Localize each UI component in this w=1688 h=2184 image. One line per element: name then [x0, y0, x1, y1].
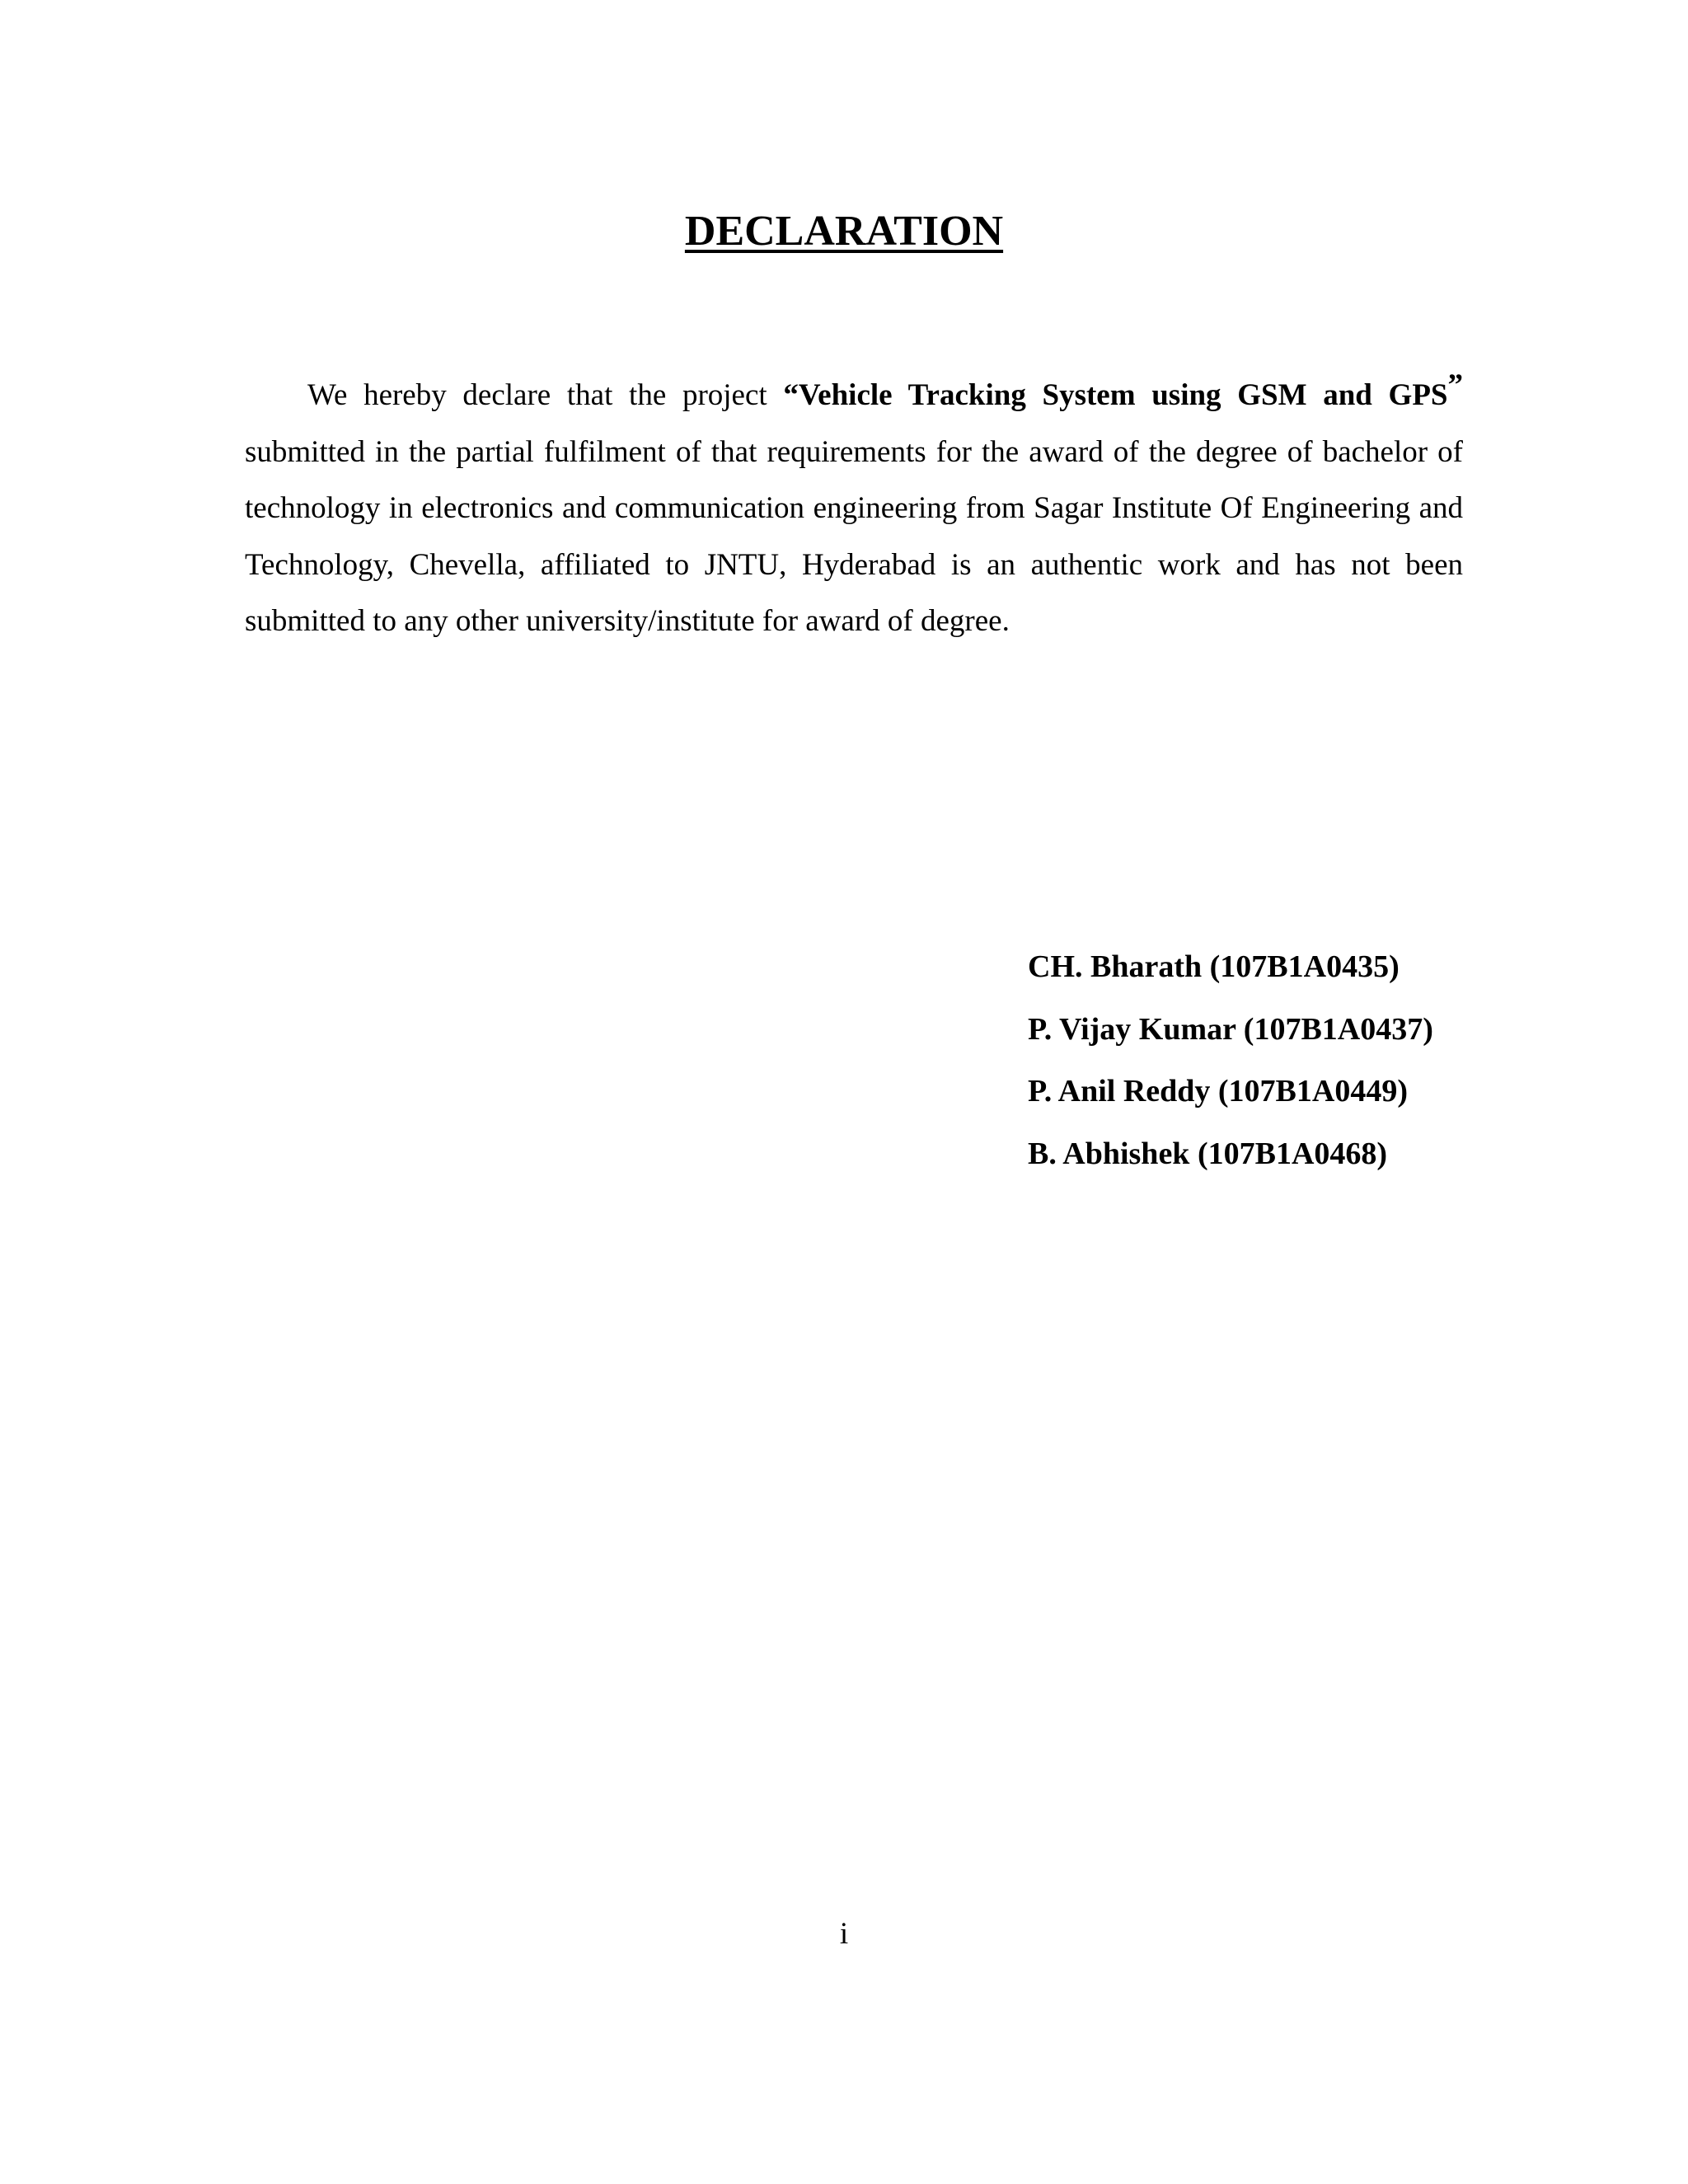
page-title: [0, 203, 1688, 260]
declaration-lead: We hereby declare that the project: [307, 378, 784, 412]
signatory-item: P. Vijay Kumar (107B1A0437): [1028, 1011, 1433, 1047]
signatory-item: CH. Bharath (107B1A0435): [1028, 949, 1400, 984]
signatory-item: P. Anil Reddy (107B1A0449): [1028, 1074, 1408, 1108]
signatory-item: B. Abhishek (107B1A0468): [1028, 1136, 1388, 1171]
page-number: i: [839, 1917, 849, 1951]
project-title: “Vehicle Tracking System using GSM and GPS: [783, 378, 1448, 412]
project-title-close-quote: ”: [1447, 368, 1464, 402]
page-title-text: DECLARATION: [684, 208, 1004, 255]
declaration-paragraph: [245, 358, 1463, 650]
declaration-body: submitted in the partial fulfilment of that requirements for the award of the degree of bachelor of technology in electronics and communication engineering from Sagar Institute Of Engineering and Technology, Chevella, affiliated to JNTU, Hyderabad is an authentic work and has not been submitted to any other university/institute for award of degree.: [245, 434, 1463, 638]
signatory-list: [1028, 936, 1605, 1185]
